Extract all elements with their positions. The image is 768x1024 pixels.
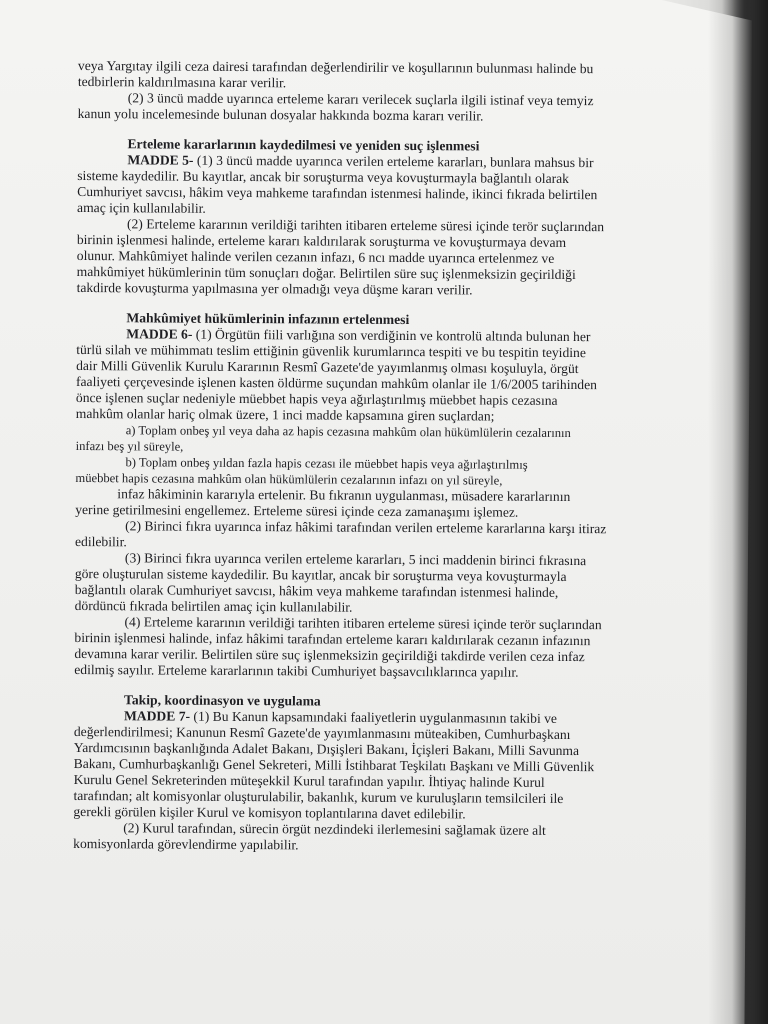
text-line: infazı beş yıl süreyle,	[75, 438, 184, 454]
text-line: dördüncü fıkrada belirtilen amaç için kullanılabilir.	[74, 597, 353, 615]
text-line: kanun yolu incelemesinde bulunan dosyalar hakkında bozma kararı verilir.	[77, 105, 484, 124]
text-line: veya Yargıtay ilgili ceza dairesi tarafından değerlendirilir ve koşullarının bulunması halinde bu	[77, 58, 594, 77]
text-line: tarafından; alt komisyonlar oluşturulabilir, bakanlık, kurum ve kuruluşların temsilcileri ile	[73, 787, 564, 806]
text-line: değerlendirilmesi; Kanunun Resmî Gazete'de yayımlanmasını müteakiben, Cumhurbaşkanı	[73, 723, 571, 743]
text-line: amaç için kullanılabilir.	[77, 199, 206, 216]
text-line: olunur. Mahkûmiyet halinde verilen cezanın infazı, 6 ncı madde uyarınca ertelenmez ve	[76, 247, 555, 266]
text-line: (3) Birinci fıkra uyarınca verilen erteleme kararları, 5 inci maddenin birinci fıkrasına	[124, 550, 587, 569]
text-line: faaliyeti çerçevesinde işlenen kasten öldürme suçundan mahkûm olanlar ile 1/6/2005 tarihinden	[75, 373, 597, 393]
document-body	[73, 58, 690, 856]
text-line: tedbirlerin kaldırılmasına karar verilir.	[77, 73, 287, 91]
text-span: (1) 3 üncü madde uyarınca verilen erteleme kararları, bunlara mahsus bir	[193, 152, 594, 171]
text-line: göre oluşturulan sisteme kaydedilir. Bu kayıtlar, ancak bir soruşturma veya kovuşturmayla	[74, 565, 567, 584]
text-line: (2) Birinci fıkra uyarınca infaz hâkimi tarafından verilen erteleme kararlarına karşı itiraz	[125, 518, 607, 537]
text-line: edilebilir.	[75, 533, 127, 550]
text-line: Kurulu Genel Sekreterinden müteşekkil Kurul tarafından yapılır. İhtiyaç halinde Kurul	[73, 771, 545, 790]
text-line: devamına karar verilir. Belirtilen süre suç işlenmeksizin geçirildiği takdirde verilen ceza infaz	[74, 645, 585, 665]
text-line: (2) Kurul tarafından, sürecin örgüt nezdindeki ilerlemesini sağlamak üzere alt	[123, 820, 546, 838]
text-line: Yardımcısının başkanlığında Adalet Bakanı, Dışişleri Bakanı, İçişleri Bakanı, Milli Savunma	[73, 739, 580, 759]
text-line: (2) Erteleme kararının verildiği tarihten itibaren erteleme süresi içinde terör suçlarından	[126, 216, 605, 235]
text-line: gerekli görülen kişiler Kurul ve komisyon toplantılarına davet edilebilir.	[73, 803, 466, 822]
text-line: edilmiş sayılır. Erteleme kararlarının takibi Cumhuriyet başsavcılıklarınca yapılır.	[74, 661, 519, 680]
text-line: birinin işlenmesi halinde, infaz hâkimi tarafından erteleme kararı kaldırılarak cezanın infazının	[74, 629, 591, 649]
text-line: sisteme kaydedilir. Bu kayıtlar, ancak bir soruşturma veya kovuşturmayla bağlantılı olarak	[77, 167, 570, 187]
text-line: takdirde kovuşturma yapılmasına yer olmadığı veya düşme kararı verilir.	[76, 279, 473, 298]
text-span: (1) Bu Kanun kapsamındaki faaliyetlerin uygulanmasının takibi ve	[190, 708, 558, 726]
text-line: infaz hâkiminin kararıyla ertelenir. Bu fıkranın uygulanması, müsadere kararlarının	[117, 486, 571, 505]
text-line: müebbet hapis cezasına mahkûm olan hükümlülerin cezalarının infazı on yıl süreyle,	[75, 470, 503, 488]
text-line: komisyonlarda görevlendirme yapılabilir.	[73, 835, 299, 853]
text-line: bağlantılı olarak Cumhuriyet savcısı, hâkim veya mahkeme tarafından istenmesi halinde,	[74, 581, 559, 600]
list-item-b: b) Toplam onbeş yıldan fazla hapis cezası ile müebbet hapis veya ağırlaştırılmış	[125, 455, 528, 472]
article-label-6: MADDE 6-	[126, 326, 193, 342]
text-line: (4) Erteleme kararının verildiği tarihten itibaren erteleme süresi içinde terör suçlarından	[124, 614, 602, 633]
section-heading-6: Mahkûmiyet hükümlerinin infazının ertelenmesi	[126, 310, 410, 328]
page-edge-shadow	[708, 0, 768, 1024]
text-line: Bakanı, Cumhurbaşkanlığı Genel Sekreteri, Milli İstihbarat Teşkilatı Başkanı ve Milli Güvenlik	[73, 755, 595, 775]
text-span: (1) Örgütün fiili varlığına son verdiğinin ve kontrolü altında bulunan her	[192, 326, 591, 345]
text-line: yerine getirilmesini engellemez. Erteleme süresi içinde ceza zamanaşımı işlemez.	[75, 501, 519, 520]
text-line: mahkûmiyet hükümlerinin tüm sonuçları doğar. Belirtilen süre suç işlenmeksizin geçirildiği	[76, 263, 576, 283]
list-item-a: a) Toplam onbeş yıl veya daha az hapis cezasına mahkûm olan hükümlülerin cezalarının	[125, 423, 571, 441]
text-line: mahkûm olanlar hariç olmak üzere, 1 inci madde kapsamına giren suçlardan;	[75, 405, 495, 424]
text-line: türlü silah ve mühimmatı teslim ettiğinin güvenlik kurumlarınca tespiti ve bu tespitin teyidine	[76, 341, 586, 361]
text-line: Cumhuriyet savcısı, hâkim veya mahkeme tarafından istenmesi halinde, ikinci fıkrada belirtilen	[77, 183, 598, 203]
text-line: dair Milli Güvenlik Kurulu Kararının Resmî Gazete'de yayımlanmış olması koşuluyla, örgüt	[76, 357, 579, 377]
section-heading-7: Takip, koordinasyon ve uygulama	[124, 692, 321, 709]
text-line: (2) 3 üncü madde uyarınca erteleme kararı verilecek suçlarla ilgili istinaf veya temyiz	[127, 90, 594, 109]
section-heading-5: Erteleme kararlarının kaydedilmesi ve yeniden suç işlenmesi	[127, 136, 480, 154]
text-line: önce işlenen suçlar nedeniyle müebbet hapis veya ağırlaştırılmış müebbet hapis cezasına	[75, 389, 558, 408]
text-line: birinin işlenmesi halinde, erteleme kararı kaldırılarak soruşturma ve kovuşturmaya devam	[76, 231, 567, 250]
article-label-7: MADDE 7-	[123, 708, 191, 724]
article-label-5: MADDE 5-	[127, 152, 194, 168]
